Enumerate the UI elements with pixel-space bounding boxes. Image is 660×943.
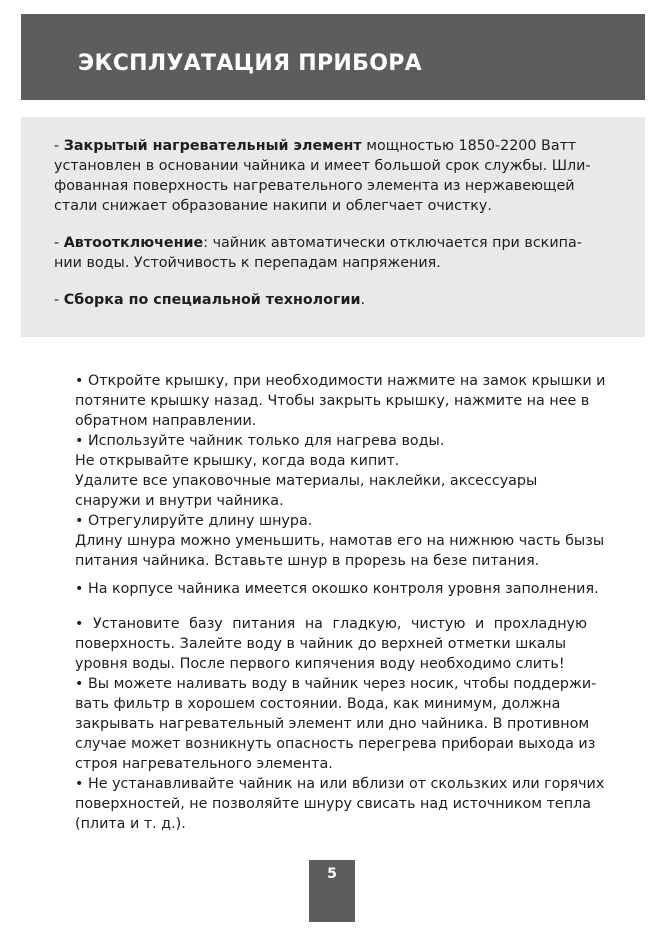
instruction-line: питания чайника. Вставьте шнур в прорезь на безе питания.: [75, 553, 540, 569]
feature-line: фованная поверхность нагревательного элемента из нержавеющей: [54, 178, 575, 194]
section-header: [21, 14, 645, 100]
instructions-block: [75, 371, 605, 571]
instructions-block: [75, 579, 605, 599]
instruction-line: • Отрегулируйте длину шнура.: [75, 513, 313, 529]
instruction-line: поверхностей, не позволяйте шнуру свисать над источником тепла: [75, 796, 591, 812]
feature-title: Автоотключение: [63, 235, 204, 251]
feature-heating-element: [54, 136, 594, 216]
instruction-line: Удалите все упаковочные материалы, наклейки, аксессуары: [75, 473, 538, 489]
instruction-line: строя нагревательного элемента.: [75, 756, 333, 772]
instruction-line: Длину шнура можно уменьшить, намотав его на нижнюю часть бызы: [75, 533, 605, 549]
instruction-line: поверхность. Залейте воду в чайник до верхней отметки шкалы: [75, 636, 567, 652]
instruction-line: • Установите базу питания на гладкую, чистую и прохладную: [75, 616, 588, 632]
instruction-line: • Откройте крышку, при необходимости нажмите на замок крышки и: [75, 373, 606, 389]
feature-title: Сборка по специальной технологии: [63, 292, 361, 308]
instruction-line: • На корпусе чайника имеется окошко контроля уровня заполнения.: [75, 581, 599, 597]
feature-title: Закрытый нагревательный элемент: [63, 138, 362, 154]
instruction-line: закрывать нагревательный элемент или дно чайника. В противном: [75, 716, 590, 732]
page-number: 5: [327, 866, 337, 882]
instruction-line: вать фильтр в хорошем состоянии. Вода, как минимум, должна: [75, 696, 561, 712]
instruction-line: обратном направлении.: [75, 413, 257, 429]
instruction-line: снаружи и внутри чайника.: [75, 493, 284, 509]
instruction-line: • Вы можете наливать воду в чайник через носик, чтобы поддержи-: [75, 676, 597, 692]
feature-first-line: - Сборка по специальной технологии.: [54, 292, 366, 308]
instruction-line: уровня воды. После первого кипячения воду необходимо слить!: [75, 656, 565, 672]
page-number-tab: [309, 860, 355, 922]
instructions-block: [75, 614, 605, 834]
page-title: ЭКСПЛУАТАЦИЯ ПРИБОРА: [78, 51, 422, 76]
instruction-line: потяните крышку назад. Чтобы закрыть крышку, нажмите на нее в: [75, 393, 590, 409]
feature-auto-off: [54, 233, 594, 273]
feature-line: стали снижает образование накипи и облегчает очистку.: [54, 198, 492, 214]
feature-line: нии воды. Устойчивость к перепадам напряжения.: [54, 255, 441, 271]
instruction-line: • Используйте чайник только для нагрева воды.: [75, 433, 445, 449]
instruction-line: • Не устанавливайте чайник на или вблизи от скользких или горячих: [75, 776, 605, 792]
feature-first-line: - Автоотключение: чайник автоматически отключается при вскипа-: [54, 235, 582, 251]
feature-first-line: - Закрытый нагревательный элемент мощностью 1850-2200 Ватт: [54, 138, 577, 154]
instruction-line: (плита и т. д.).: [75, 816, 186, 832]
instruction-line: случае может возникнуть опасность перегрева прибораи выхода из: [75, 736, 596, 752]
feature-line: установлен в основании чайника и имеет большой срок службы. Шли-: [54, 158, 591, 174]
instruction-line: Не открывайте крышку, когда вода кипит.: [75, 453, 400, 469]
feature-assembly: [54, 290, 594, 310]
